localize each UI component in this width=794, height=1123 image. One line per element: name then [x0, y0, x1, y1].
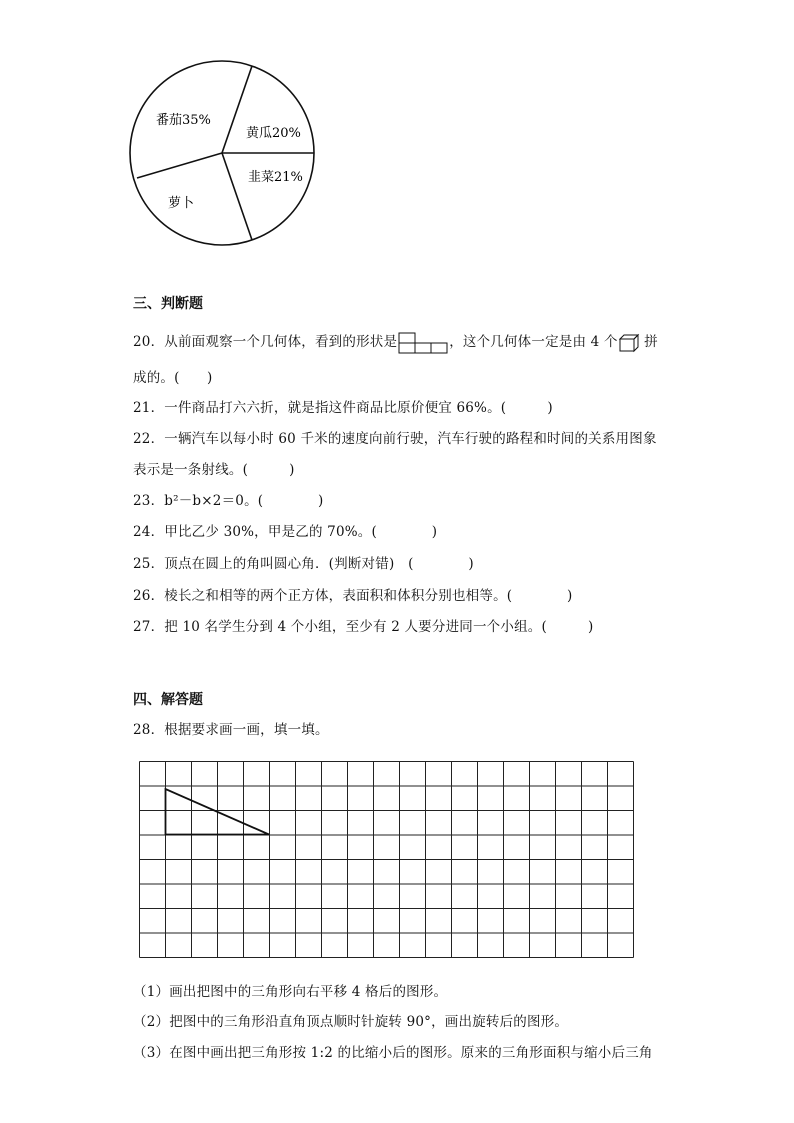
question-26: 26．棱长之和相等的两个正方体，表面积和体积分别也相等。( ) — [133, 588, 573, 604]
drawing-grid — [138, 760, 636, 960]
question-25: 25．顶点在圆上的角叫圆心角．(判断对错) ( ) — [133, 556, 474, 572]
question-28-sub3: （3）在图中画出把三角形按 1:2 的比缩小后的图形。原来的三角形面积与缩小后三角 — [133, 1045, 653, 1061]
question-20-line1 — [133, 330, 658, 354]
cube-icon — [618, 333, 640, 353]
question-24: 24．甲比乙少 30%，甲是乙的 70%。( ) — [133, 524, 438, 540]
question-20-text-a: 20．从前面观察一个几何体，看到的形状是 — [133, 334, 398, 350]
question-20-line2: 成的。( ) — [133, 370, 213, 386]
question-27: 27．把 10 名学生分到 4 个小组，至少有 2 人要分进同一个小组。( ) — [133, 619, 594, 635]
question-28-sub2: （2）把图中的三角形沿直角顶点顺时针旋转 90°，画出旋转后的图形。 — [133, 1014, 569, 1030]
pie-divider-bottom — [222, 153, 252, 240]
pie-label-radish: 萝卜 — [168, 196, 195, 211]
question-28-sub1: （1）画出把图中的三角形向右平移 4 格后的图形。 — [133, 984, 448, 1000]
section4-heading: 四、解答题 — [133, 692, 203, 708]
question-22-line1: 22．一辆汽车以每小时 60 千米的速度向前行驶，汽车行驶的路程和时间的关系用图象 — [133, 431, 657, 447]
question-20-text-c: 拼 — [644, 334, 658, 350]
question-21: 21．一件商品打六六折，就是指这件商品比原价便宜 66%。( ) — [133, 400, 553, 416]
question-28-title: 28．根据要求画一画，填一填。 — [133, 722, 329, 738]
front-view-shape-icon — [397, 331, 449, 355]
pie-label-tomato: 番茄35% — [156, 113, 211, 128]
section3-heading: 三、判断题 — [133, 296, 203, 312]
question-22-line2: 表示是一条射线。( ) — [133, 462, 295, 478]
pie-label-cucumber: 黄瓜20% — [246, 126, 301, 141]
question-20-text-b: ，这个几何体一定是由 4 个 — [449, 334, 618, 350]
pie-label-leek: 韭菜21% — [248, 170, 303, 185]
question-23: 23．b²－b×2＝0。( ) — [133, 493, 324, 509]
grid-lines — [140, 762, 634, 958]
vegetable-pie-chart — [128, 56, 328, 252]
pie-divider-left — [137, 153, 222, 178]
